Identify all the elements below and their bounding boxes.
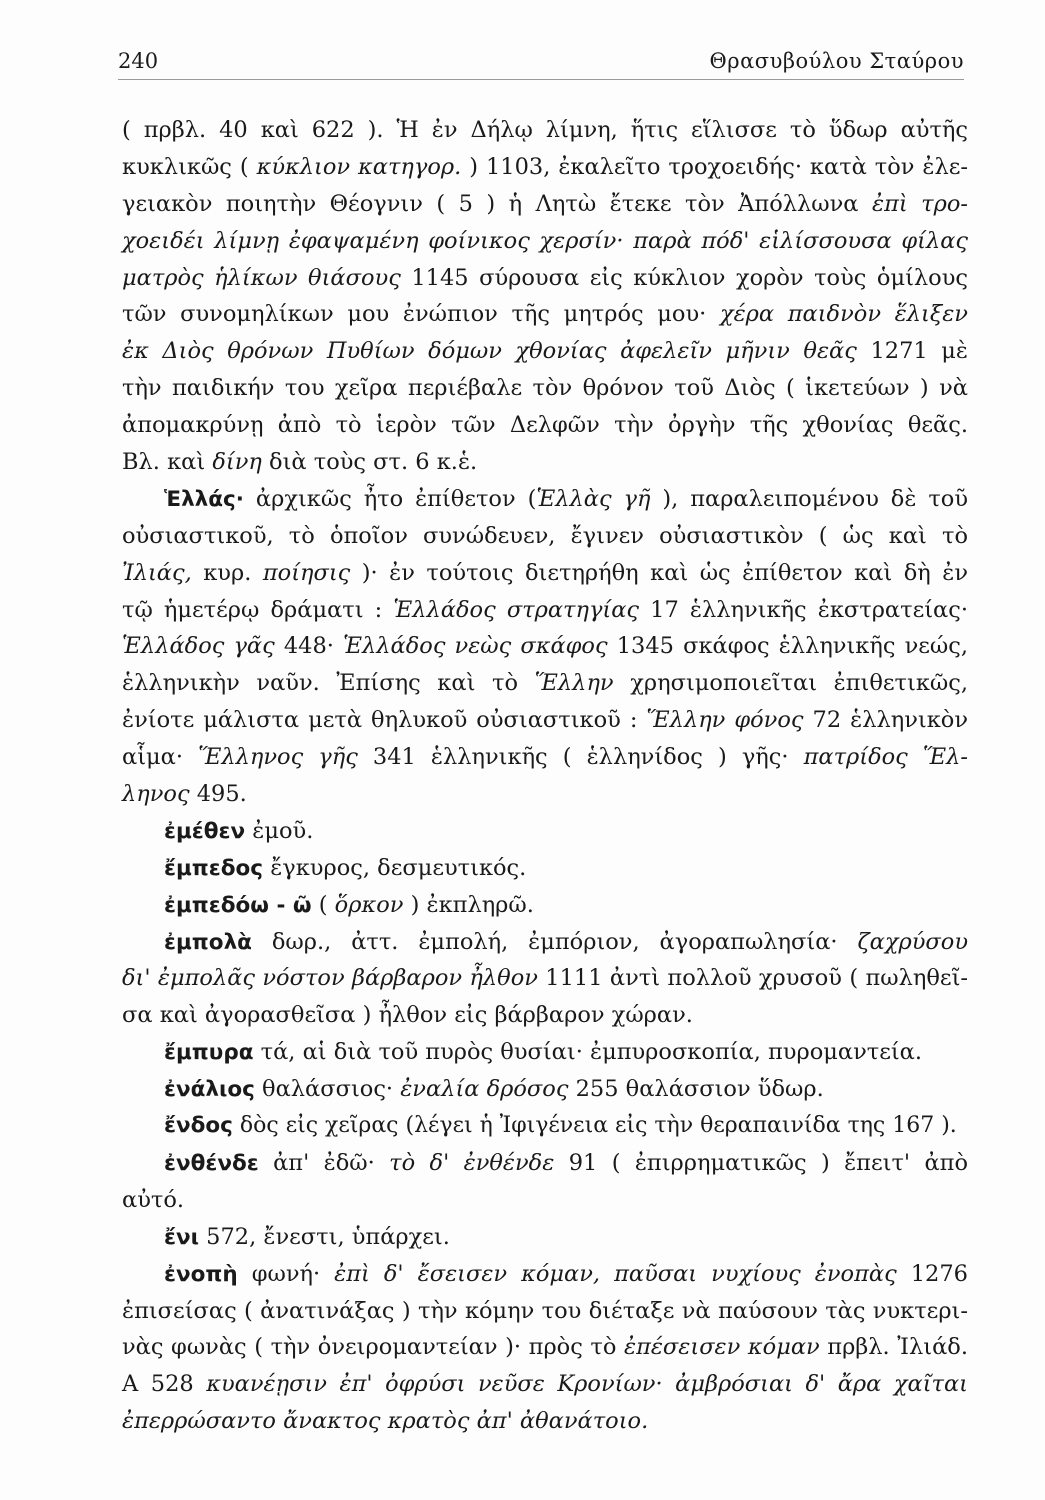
text-line: Ἑλλάδος γᾶς 448· Ἑλλάδος νεὼς σκάφος 1345 σκάφος ἑλληνικῆς νεώς, [122,633,969,660]
entry-empyra: ἔμπυρα τά, αἱ διὰ τοῦ πυρὸς θυσίαι· ἐμπυροσκοπία, πυρομαντεία. [164,1039,923,1066]
text-line: γειακὸν ποιητὴν Θέογνιν ( 5 ) ἡ Λητὼ ἔτεκε τὸν Ἀπόλλωνα ἐπὶ τρο- [122,190,968,217]
text-line: νὰς φωνὰς ( τὴν ὀνειρομαντείαν )· πρὸς τὸ ἐπέσεισεν κόμαν πρβλ. Ἰλιάδ. [122,1334,968,1361]
text-line: κυκλικῶς ( κύκλιον κατηγορ. ) 1103, ἐκαλεῖτο τροχοειδής· κατὰ τὸν ἐλε- [122,153,968,180]
headword: ἐμέθεν [164,818,246,844]
text-line: τῶν συνομηλίκων μου ἐνώπιον τῆς μητρός μου· χέρα παιδνὸν ἕλιξεν [122,301,968,328]
header-divider [118,79,964,80]
entry-enope: ἐνοπὴ φωνή· ἐπὶ δ' ἔσεισεν κόμαν, παῦσαι νυχίους ἐνοπὰς 1276 [164,1260,968,1287]
entry-enalios: ἐνάλιος θαλάσσιος· ἐναλία δρόσος 255 θαλάσσιον ὕδωρ. [164,1076,824,1103]
entry-emethen: ἐμέθεν ἐμοῦ. [164,817,314,844]
text-line: Βλ. καὶ δίνη διὰ τοὺς στ. 6 κ.ἑ. [122,449,478,476]
text-line: ἐνίοτε μάλιστα μετὰ θηλυκοῦ οὐσιαστικοῦ : Ἕλλην φόνος 72 ἑλληνικὸν [122,707,968,734]
text-line: χοειδέι λίμνῃ ἐφαψαμένη φοίνικος χερσίν· παρὰ πόδ' εἱλίσσουσα φίλας [122,227,968,254]
commentary-text [122,112,968,1440]
headword: ἐνοπὴ [164,1261,238,1287]
headword: ἐνθένδε [164,1150,259,1176]
text-line: οὐσιαστικοῦ, τὸ ὁποῖον συνώδευεν, ἔγινεν οὐσιαστικὸν ( ὡς καὶ τὸ [122,522,968,549]
text-line: Ἰλιάς, κυρ. ποίησις )· ἐν τούτοις διετηρήθη καὶ ὡς ἐπίθετον καὶ δὴ ἐν [122,559,968,586]
entry-eni: ἔνι 572, ἔνεστι, ὑπάρχει. [164,1223,450,1250]
text-line: ( πρβλ. 40 καὶ 622 ). Ἡ ἐν Δήλῳ λίμνη, ἥτις εἵλισσε τὸ ὕδωρ αὐτῆς [122,117,968,143]
text-line: ἐπερρώσαντο ἄνακτος κρατὸς ἀπ' ἀθανάτοιο. [122,1408,649,1435]
running-head [118,44,964,78]
entry-enthende: ἐνθένδε ἀπ' ἐδῶ· τὸ δ' ἐνθένδε 91 ( ἐπιρρηματικῶς ) ἔπειτ' ἀπὸ [164,1149,968,1176]
text-line: ἀπομακρύνῃ ἀπὸ τὸ ἱερὸν τῶν Δελφῶν τὴν ὀργὴν τῆς χθονίας θεᾶς. [122,412,968,439]
text-line: Α 528 κυανέῃσιν ἐπ' ὀφρύσι νεῦσε Κρονίων· ἀμβρόσιαι δ' ἄρα χαῖται [122,1371,968,1398]
entry-empedos: ἔμπεδος ἔγκυρος, δεσμευτικός. [164,854,527,881]
text-line: αἷμα· Ἕλληνος γῆς 341 ἑλληνικῆς ( ἑλληνίδος ) γῆς· πατρίδος Ἕλ- [122,744,969,771]
text-line: ματρὸς ἡλίκων θιάσους 1145 σύρουσα εἰς κύκλιον χορὸν τοὺς ὁμίλους [122,264,968,291]
page-number: 240 [118,49,159,73]
headword: Ἑλλάς· [164,486,244,512]
headword: ἔνδος [164,1113,233,1139]
entry-ellas: Ἑλλάς· ἀρχικῶς ἦτο ἐπίθετον (Ἑλλὰς γῆ ), παραλειπομένου δὲ τοῦ [164,485,968,512]
headword: ἐμπολὰ [164,929,252,955]
text-line: τὴν παιδικήν του χεῖρα περιέβαλε τὸν θρόνον τοῦ Διὸς ( ἱκετεύων ) νὰ [122,375,968,402]
headword: ἐνάλιος [164,1077,255,1103]
text-line: σα καὶ ἀγορασθεῖσα ) ἦλθον εἰς βάρβαρον χώραν. [122,1002,693,1029]
headword: ἔμπεδος [164,855,264,881]
headword: ἔμπυρα [164,1040,254,1066]
headword: ἐμπεδόω - ῶ [164,892,312,918]
text-line: ἑλληνικὴν ναῦν. Ἐπίσης καὶ τὸ Ἕλλην χρησιμοποιεῖται ἐπιθετικῶς, [122,670,968,697]
running-title: Θρασυβούλου Σταύρου [709,49,964,73]
headword: ἔνι [164,1224,199,1250]
text-line: τῷ ἡμετέρῳ δράματι : Ἑλλάδος στρατηγίας 17 ἑλληνικῆς ἐκστρατείας· [122,596,968,623]
text-line: δι' ἐμπολᾶς νόστον βάρβαρον ἦλθον 1111 ἀντὶ πολλοῦ χρυσοῦ ( πωληθεῖ- [122,965,968,992]
entry-empedoo: ἐμπεδόω - ῶ ( ὅρκον ) ἐκπληρῶ. [164,891,534,918]
text-line: αὐτό. [122,1186,185,1213]
entry-empola: ἐμπολὰ δωρ., ἀττ. ἐμπολή, ἐμπόριον, ἀγοραπωλησία· ζαχρύσου [164,928,968,955]
text-line: ἐκ Διὸς θρόνων Πυθίων δόμων χθονίας ἀφελεῖν μῆνιν θεᾶς 1271 μὲ [122,338,969,365]
text-line: ληνος 495. [122,781,247,808]
text-line: ἐπισείσας ( ἀνατινάξας ) τὴν κόμην του διέταξε νὰ παύσουν τὰς νυκτερι- [122,1297,968,1324]
entry-endos: ἔνδος δὸς εἰς χεῖρας (λέγει ἡ Ἰφιγένεια εἰς τὴν θεραπαινίδα της 167 ). [164,1113,957,1139]
